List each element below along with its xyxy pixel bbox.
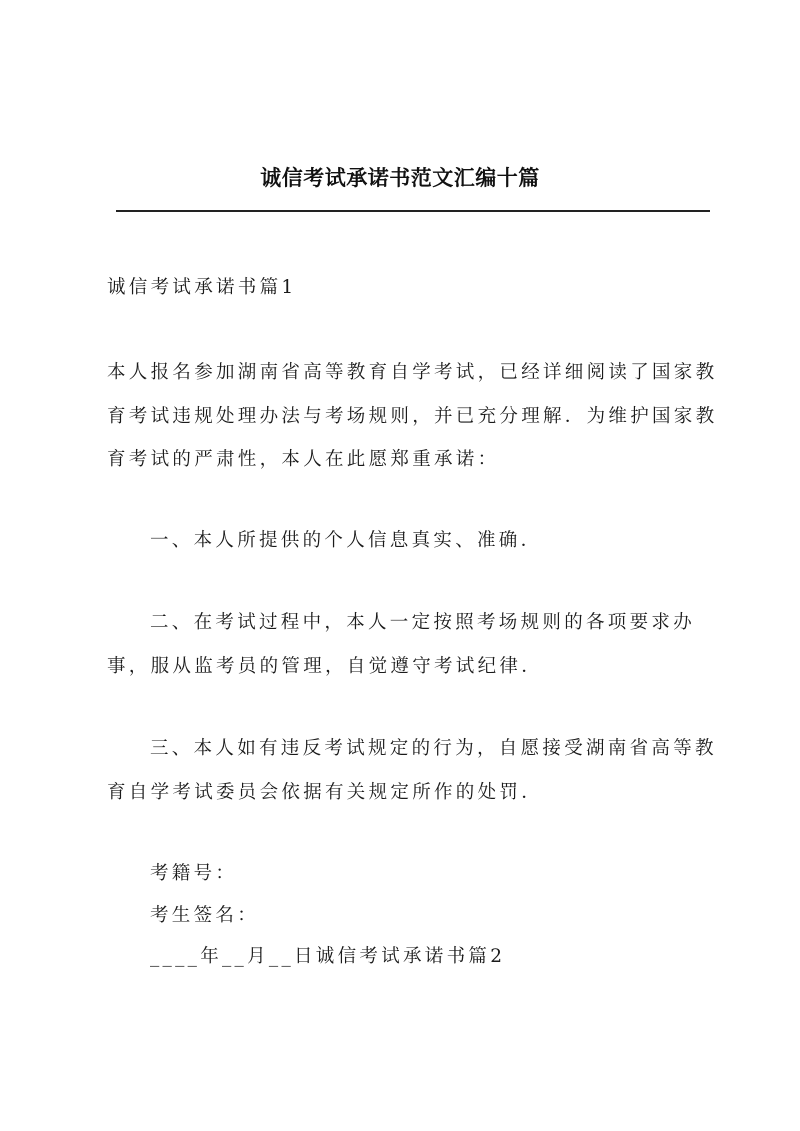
title-underline [116, 210, 710, 212]
intro-line-2: 育考试违规处理办法与考场规则，并已充分理解．为维护国家教 [107, 406, 718, 427]
pledge-item-2-line-1: 二、在考试过程中，本人一定按照考场规则的各项要求办 [150, 612, 696, 633]
pledge-item-2-line-2: 事，服从监考员的管理，自觉遵守考试纪律． [107, 656, 544, 677]
pledge-item-3-line-1: 三、本人如有违反考试规定的行为，自愿接受湖南省高等教 [150, 738, 717, 759]
intro-line-1: 本人报名参加湖南省高等教育自学考试，已经详细阅读了国家教 [107, 362, 718, 383]
pledge-item-3-line-2: 育自学考试委员会依据有关规定所作的处罚． [107, 782, 544, 803]
signature-field: 考生签名： [150, 905, 260, 926]
pledge-item-1-line-1: 一、本人所提供的个人信息真实、准确． [150, 530, 543, 551]
document-title: 诚信考试承诺书范文汇编十篇 [260, 166, 540, 190]
exam-id-field: 考籍号： [150, 863, 238, 884]
date-and-next-heading: ____年__月__日诚信考试承诺书篇2 [150, 946, 506, 967]
section-heading: 诚信考试承诺书篇1 [107, 277, 297, 298]
intro-line-3: 育考试的严肃性，本人在此愿郑重承诺： [107, 449, 500, 470]
